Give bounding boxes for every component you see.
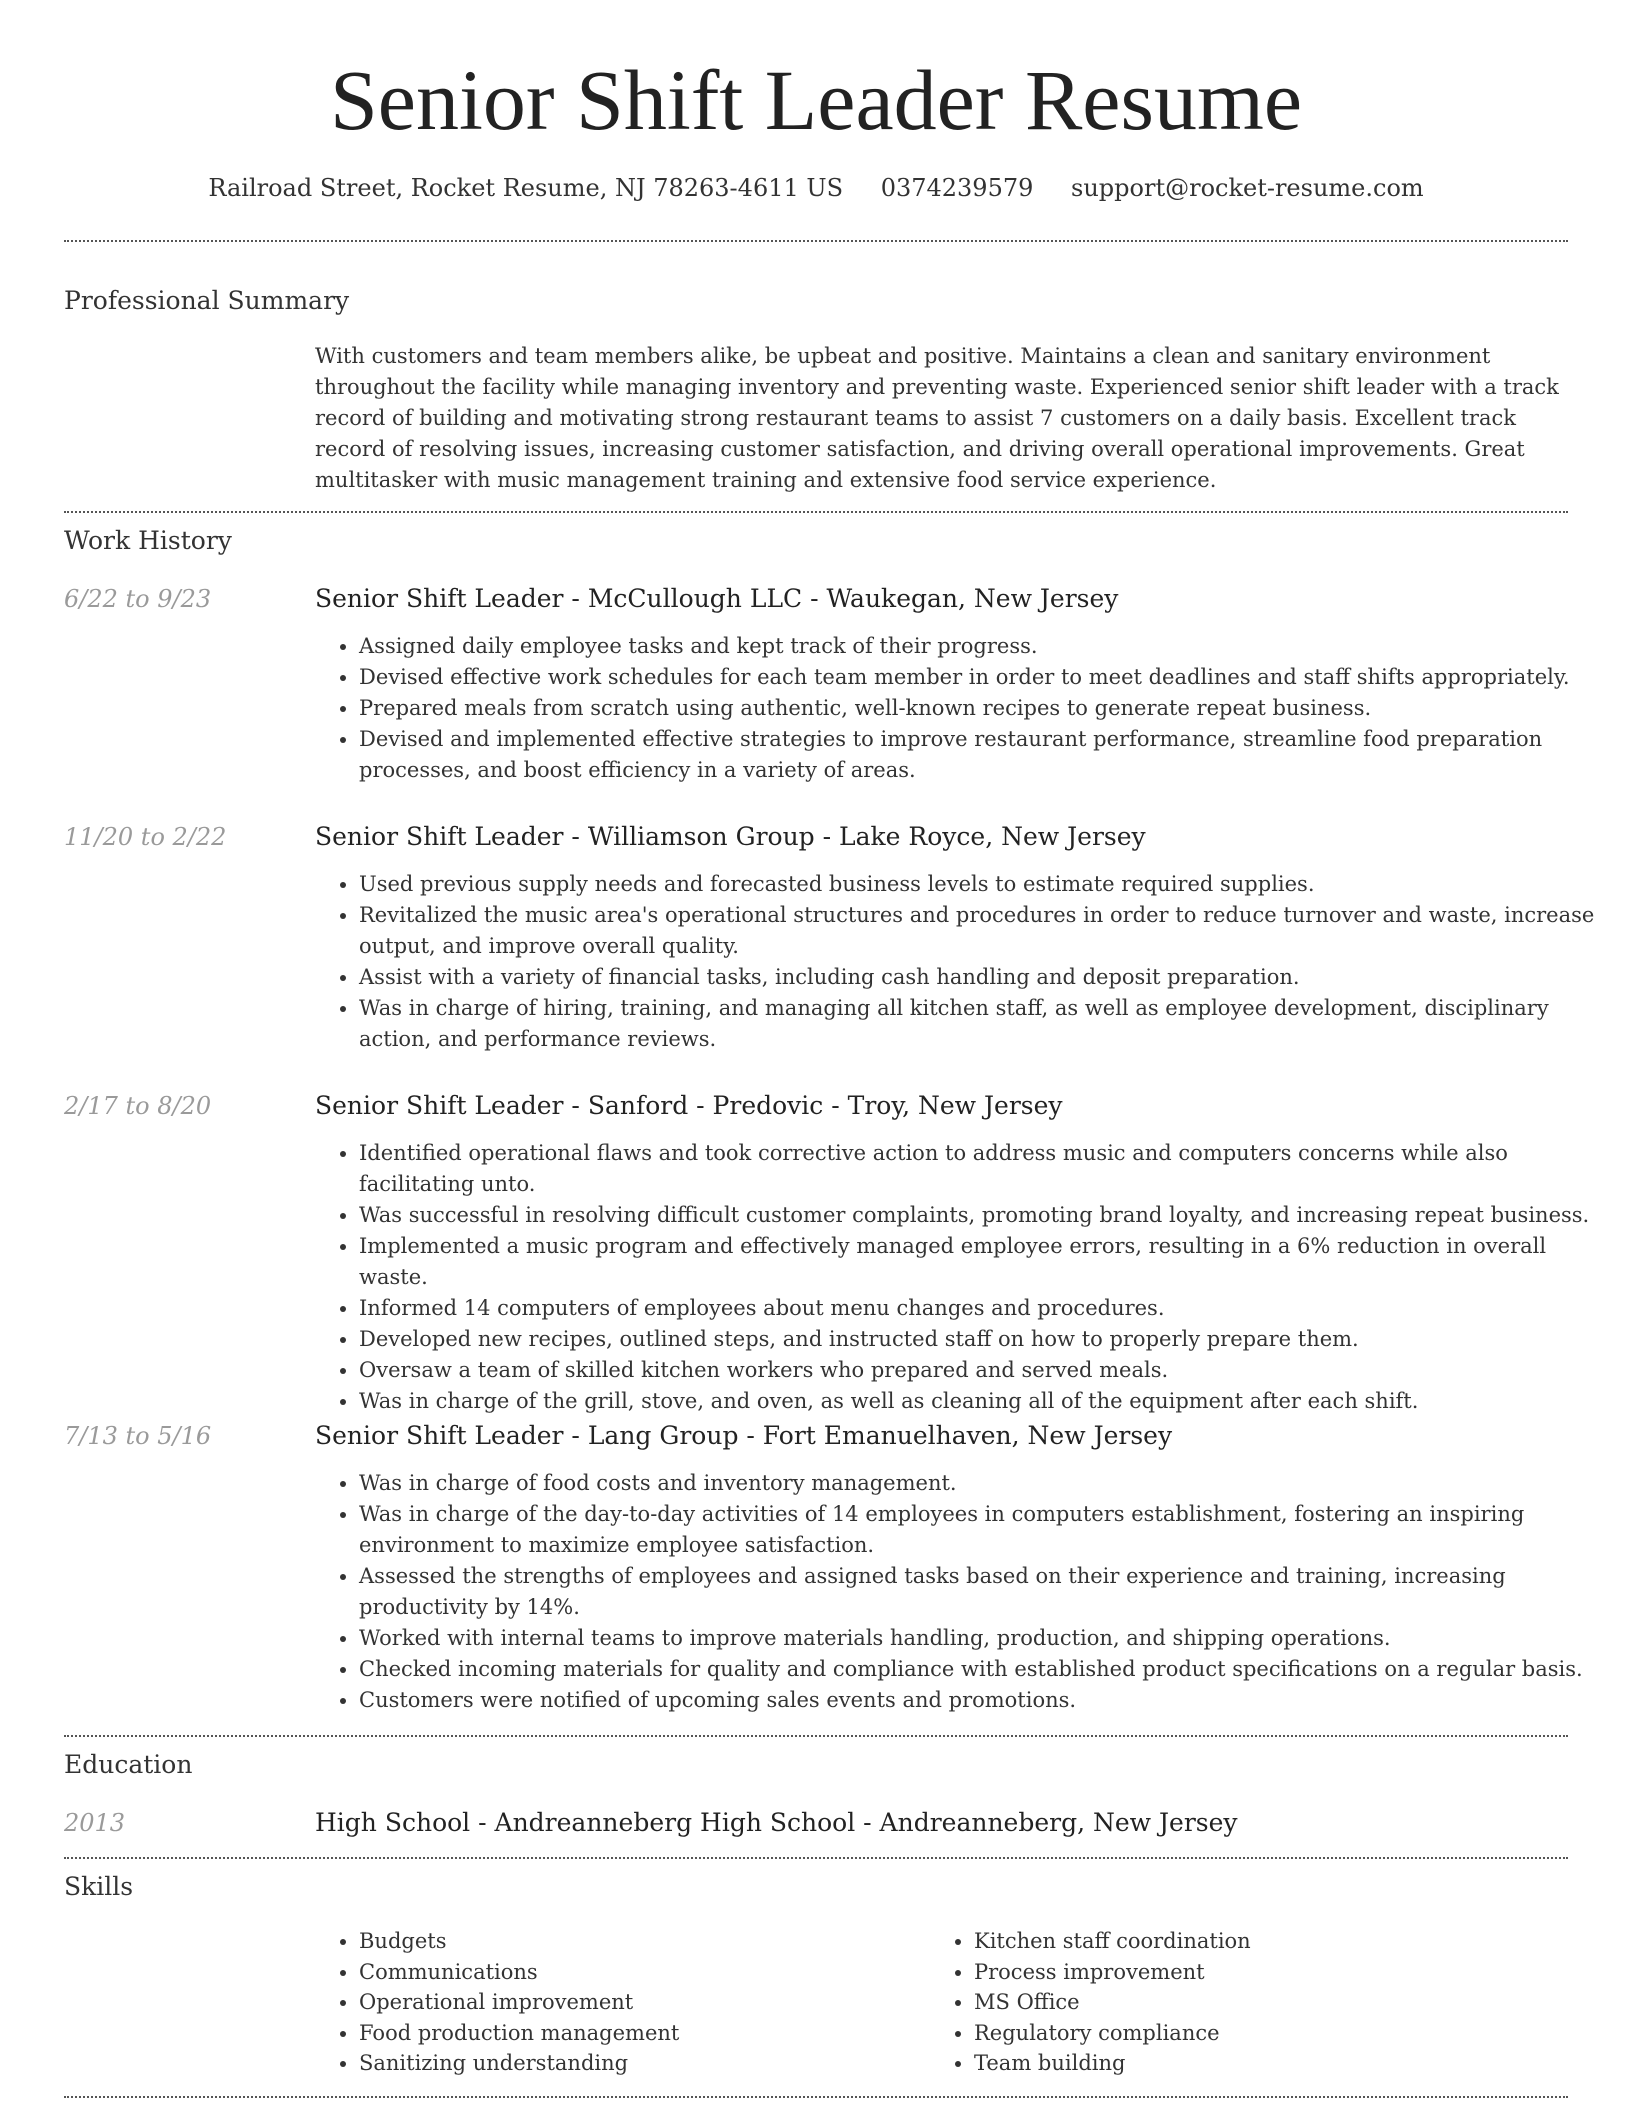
education-year: 2013: [64, 1809, 126, 1837]
skills-list-right: [930, 1926, 1534, 2079]
skills-list-left: [315, 1926, 919, 2079]
list-item: • Devised effective work schedules for each team member in order to meet deadlines and staff shifts appropriately.: [359, 662, 1619, 693]
job-dates: 2/17 to 8/20: [64, 1092, 212, 1120]
job-dates: 6/22 to 9/23: [64, 585, 212, 613]
address: Railroad Street, Rocket Resume, NJ 78263-4611 US: [208, 174, 844, 202]
list-item: • Was successful in resolving difficult customer complaints, promoting brand loyalty, and increasing repeat business.: [359, 1200, 1619, 1231]
list-item: • Devised and implemented effective strategies to improve restaurant performance, streamline food preparation processes, and boost efficiency in a variety of areas.: [359, 724, 1619, 786]
list-item: • Revitalized the music area's operational structures and procedures in order to reduce turnover and waste, increase output, and improve overall quality.: [359, 900, 1619, 962]
list-item: • Developed new recipes, outlined steps, and instructed staff on how to properly prepare them.: [359, 1324, 1619, 1355]
list-item: • Worked with internal teams to improve materials handling, production, and shipping operations.: [359, 1623, 1619, 1654]
job-title: Senior Shift Leader - Williamson Group - Lake Royce, New Jersey: [315, 822, 1146, 851]
list-item: • Was in charge of the day-to-day activities of 14 employees in computers establishment, fostering an inspiring environment to maximize employee satisfaction.: [359, 1499, 1619, 1561]
list-item: • Assessed the strengths of employees and assigned tasks based on their experience and training, increasing productivity by 14%.: [359, 1561, 1619, 1623]
job-title: Senior Shift Leader - McCullough LLC - Waukegan, New Jersey: [315, 584, 1119, 613]
skill-item: • Operational improvement: [359, 1987, 919, 2018]
job-title: Senior Shift Leader - Sanford - Predovic - Troy, New Jersey: [315, 1091, 1063, 1120]
skill-item: • Regulatory compliance: [974, 2018, 1534, 2049]
skill-item: • Budgets: [359, 1926, 919, 1957]
section-divider: [64, 511, 1568, 513]
list-item: • Checked incoming materials for quality and compliance with established product specifications on a regular basis.: [359, 1654, 1619, 1685]
email: support@rocket-resume.com: [1071, 174, 1424, 202]
list-item: • Used previous supply needs and forecasted business levels to estimate required supplies.: [359, 869, 1619, 900]
section-divider: [64, 240, 1568, 242]
job-bullets: [315, 1468, 1619, 1716]
summary-text: With customers and team members alike, be upbeat and positive. Maintains a clean and sanitary environment throughout the facility while managing inventory and preventing waste. Experienced senior shift leader with a track record of building and motivating strong restaurant teams to assist 7 customers on a daily basis. Excellent track record of resolving issues, increasing customer satisfaction, and driving overall operational improvements. Great multitasker with music management training and extensive food service experience.: [315, 344, 1559, 492]
list-item: • Customers were notified of upcoming sales events and promotions.: [359, 1685, 1619, 1716]
education-heading: Education: [64, 1750, 193, 1779]
skill-item: • Sanitizing understanding: [359, 2048, 919, 2079]
list-item: • Identified operational flaws and took corrective action to address music and computers concerns while also facilitating unto.: [359, 1138, 1619, 1200]
skill-item: • Communications: [359, 1957, 919, 1988]
summary-heading: Professional Summary: [64, 286, 350, 315]
list-item: • Informed 14 computers of employees about menu changes and procedures.: [359, 1293, 1619, 1324]
list-item: • Oversaw a team of skilled kitchen workers who prepared and served meals.: [359, 1355, 1619, 1386]
skill-item: • Kitchen staff coordination: [974, 1926, 1534, 1957]
list-item: • Was in charge of the grill, stove, and oven, as well as cleaning all of the equipment after each shift.: [359, 1386, 1619, 1417]
job-title: Senior Shift Leader - Lang Group - Fort Emanuelhaven, New Jersey: [315, 1421, 1173, 1450]
skills-heading: Skills: [64, 1872, 134, 1901]
job-bullets: [315, 1138, 1619, 1417]
skill-item: • Process improvement: [974, 1957, 1534, 1988]
work-history-heading: Work History: [64, 526, 232, 555]
section-divider: [64, 1857, 1568, 1859]
list-item: • Implemented a music program and effectively managed employee errors, resulting in a 6% reduction in overall waste.: [359, 1231, 1619, 1293]
phone: 0374239579: [880, 174, 1034, 202]
job-dates: 11/20 to 2/22: [64, 823, 227, 851]
job-bullets: [315, 869, 1619, 1055]
section-divider: [64, 1735, 1568, 1737]
list-item: • Assigned daily employee tasks and kept track of their progress.: [359, 631, 1619, 662]
skill-item: • Team building: [974, 2048, 1534, 2079]
education-entry: High School - Andreanneberg High School - Andreanneberg, New Jersey: [315, 1808, 1238, 1837]
list-item: • Was in charge of food costs and inventory management.: [359, 1468, 1619, 1499]
job-dates: 7/13 to 5/16: [64, 1422, 212, 1450]
section-divider: [64, 2096, 1568, 2098]
list-item: • Assist with a variety of financial tasks, including cash handling and deposit preparation.: [359, 962, 1619, 993]
job-bullets: [315, 631, 1619, 786]
skill-item: • MS Office: [974, 1987, 1534, 2018]
list-item: • Prepared meals from scratch using authentic, well-known recipes to generate repeat business.: [359, 693, 1619, 724]
contact-line: [0, 172, 1632, 204]
resume-title: Senior Shift Leader Resume: [329, 52, 1303, 148]
skill-item: • Food production management: [359, 2018, 919, 2049]
list-item: • Was in charge of hiring, training, and managing all kitchen staff, as well as employee development, disciplinary action, and performance reviews.: [359, 993, 1619, 1055]
